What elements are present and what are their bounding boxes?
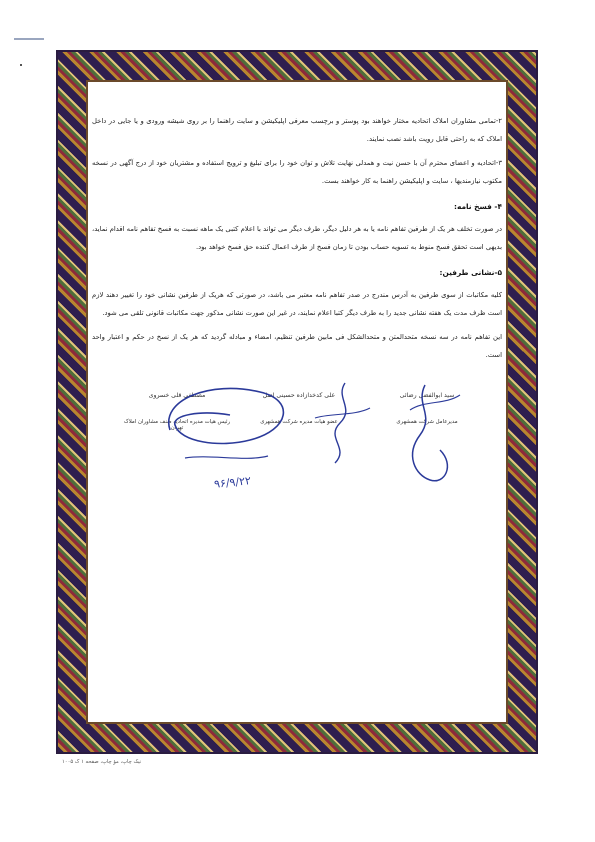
closing-paragraph: این تفاهم نامه در سه نسخه متحدالمتن و متحدالشکل فی مابین طرفین تنظیم، امضاء و مبادله گردید که هر یک از نسخ در حکم و اعتبار واحد است. bbox=[92, 333, 502, 359]
handwritten-date: ۹۶/۹/۲۲ bbox=[213, 474, 252, 491]
signatory-3 bbox=[118, 392, 236, 431]
signatory-2 bbox=[240, 392, 358, 425]
signatory-1 bbox=[368, 392, 486, 425]
signatory-3-title: رئیس هیات مدیره اتحادیه صنف مشاوران املاک تهران bbox=[123, 419, 231, 431]
document-body bbox=[92, 112, 502, 370]
signatory-2-name: علی کدخدازاده حسینی اصل bbox=[262, 392, 336, 399]
scan-mark bbox=[14, 38, 44, 40]
printer-footer: نیک چاپ، مؤ چاپ، صفحه ۱ ک ۱۰۰۵ bbox=[62, 759, 142, 765]
signature-block bbox=[110, 392, 486, 502]
section-5-text: کلیه مکاتبات از سوی طرفین به آدرس مندرج در صدر تفاهم نامه معتبر می باشد، در صورتی که هریک از طرفین نشانی خود را تغییر دهند لازم است ظرف مدت یک هفته نشانی جدید را به طرف دیگر کتبا اعلام نمایند، در غیر این صورت نشانی مذکور جهت مکاتبات قانونی تلقی می شود. bbox=[92, 291, 502, 317]
signatory-1-name: سید ابوالفضل رضائی bbox=[399, 392, 455, 399]
scan-dot bbox=[20, 64, 22, 66]
signatory-2-title: عضو هیات مدیره شرکت همشهری bbox=[260, 419, 338, 425]
clause-2: ۲-تمامی مشاوران املاک اتحادیه مختار خواهند بود پوستر و برچسب معرفی اپلیکیشن و سایت راهنما را بر روی شیشه ورودی و یا جایی در داخل املاک که به راحتی قابل رویت باشد نصب نمایند. bbox=[92, 117, 502, 143]
signatory-1-title: مدیرعامل شرکت همشهری bbox=[396, 419, 458, 425]
section-4-heading: ۴- فسخ نامه: bbox=[454, 202, 502, 211]
signatory-3-name: مصطفی قلی خسروی bbox=[148, 392, 206, 399]
clause-3: ۳-اتحادیه و اعضای محترم آن با حسن نیت و همدلی نهایت تلاش و توان خود را برای تبلیغ و ترویج استفاده و مشتریان خود از درج آگهی در نسخه مکتوب نیازمندیها ، سایت و اپلیکیشن راهنما به کار خواهند بست. bbox=[92, 159, 502, 185]
section-5-heading: ۵-نشانی طرفین: bbox=[439, 268, 502, 277]
section-4-text: در صورت تخلف هر یک از طرفین تفاهم نامه یا به هر دلیل دیگر، طرف دیگر می تواند با اعلام کتبی یک ماهه نسبت به فسخ تفاهم نامه اقدام نماید، بدیهی است تحقق فسخ منوط به تسویه حساب بودن تا زمان فسخ از طرف اعمال کننده حق فسخ خواهد بود. bbox=[92, 225, 502, 251]
